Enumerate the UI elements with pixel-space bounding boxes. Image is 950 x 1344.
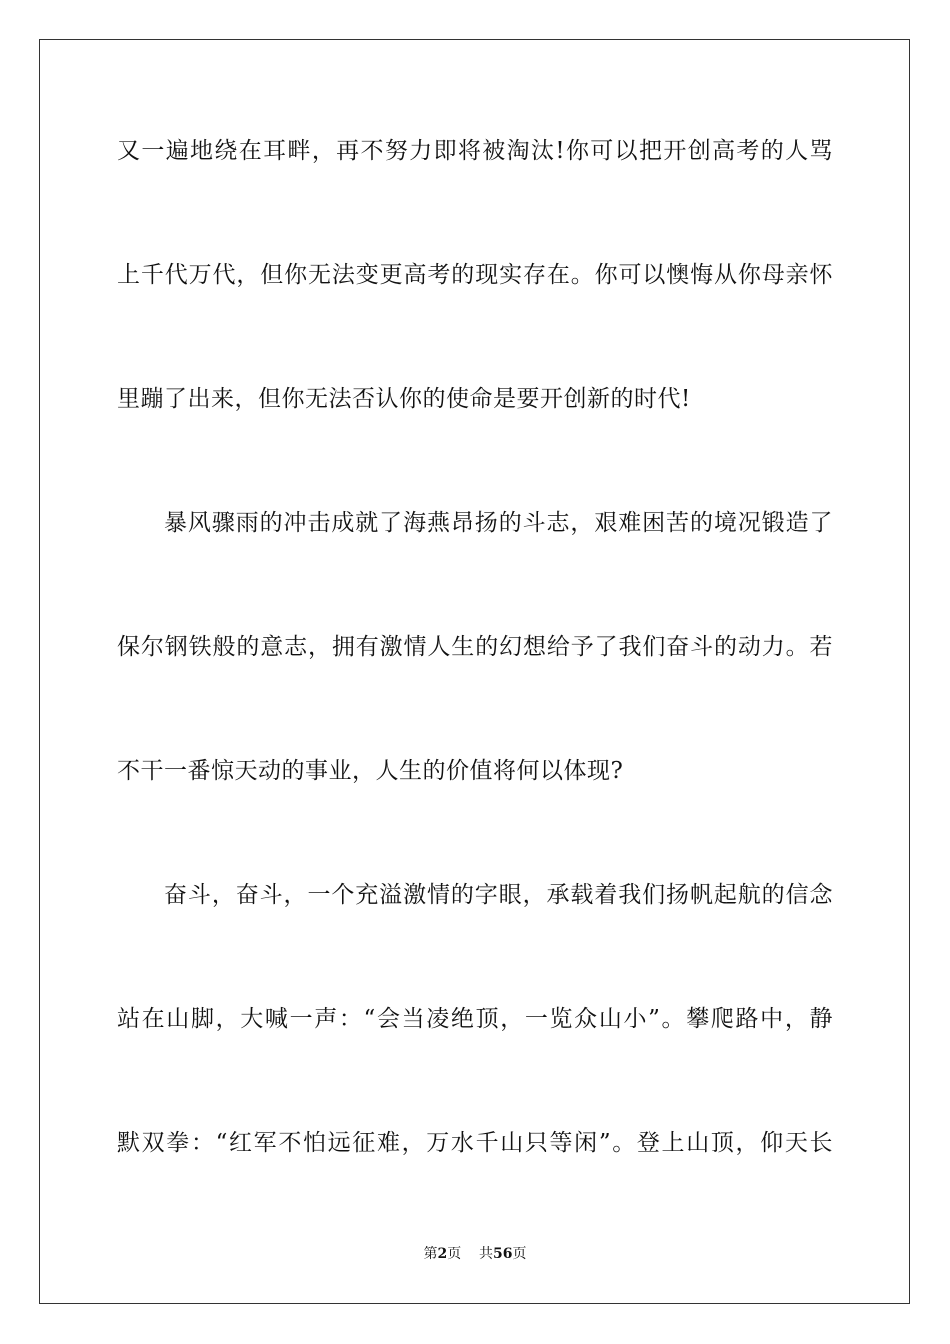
- body-text-line-4: 暴风骤雨的冲击成就了海燕昂扬的斗志，艰难困苦的境况锻造了: [164, 510, 833, 536]
- body-text-line-1: 又一遍地绕在耳畔，再不努力即将被淘汰!你可以把开创高考的人骂: [117, 138, 833, 164]
- page-footer: [0, 1245, 950, 1263]
- body-text-line-6: 不干一番惊天动的事业，人生的价值将何以体现?: [117, 758, 624, 784]
- body-text-line-5: 保尔钢铁般的意志，拥有激情人生的幻想给予了我们奋斗的动力。若: [117, 634, 833, 660]
- page-frame: [39, 39, 910, 1304]
- page-prefix: 第: [423, 1246, 438, 1262]
- total-prefix: 共: [479, 1246, 494, 1262]
- page-number: 2: [437, 1246, 448, 1262]
- body-text-line-9: 默双拳：“红军不怕远征难，万水千山只等闲”。登上山顶，仰天长: [117, 1130, 833, 1156]
- total-pages: 56: [493, 1246, 513, 1262]
- total-suffix: 页: [512, 1246, 527, 1262]
- body-text-line-7: 奋斗，奋斗，一个充溢激情的字眼，承载着我们扬帆起航的信念: [164, 882, 833, 908]
- body-text-line-3: 里蹦了出来，但你无法否认你的使命是要开创新的时代!: [117, 386, 691, 412]
- body-text-line-8: 站在山脚，大喊一声：“会当凌绝顶，一览众山小”。攀爬路中，静: [117, 1006, 833, 1032]
- body-text-line-2: 上千代万代，但你无法变更高考的现实存在。你可以懊悔从你母亲怀: [117, 262, 833, 288]
- page-suffix: 页: [447, 1246, 462, 1262]
